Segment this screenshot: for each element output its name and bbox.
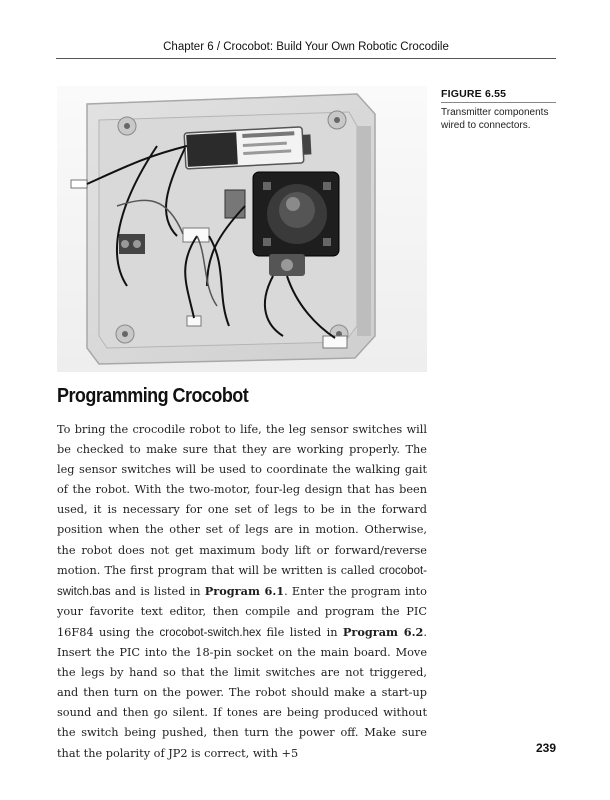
program-reference: Program 6.1 (204, 583, 285, 598)
program-reference: Program 6.2 (342, 624, 424, 639)
transmitter-photo-illustration (57, 86, 427, 372)
section-title: Programming Crocobot (57, 385, 249, 407)
body-text-segment: . Insert the PIC into the 18-pin socket on the main board. Move the legs by hand so that the limit switches are not triggered, and then turn on the power. The robot should make a start-up sound and then go silent. If tones are being produced without the switch being pushed, then turn the power off. Make sure that the polarity of JP2 is correct, with +5 (57, 625, 427, 760)
figure-photo (57, 86, 427, 372)
body-text-segment: . Enter the program into your favorite text editor, then compile and program the PIC 16F84 using the (57, 584, 427, 639)
figure-caption: Transmitter components wired to connectors. (441, 107, 549, 131)
filename-crocobot-switch-bas: crocobot-switch.bas (57, 564, 427, 598)
figure-label-rule (441, 102, 556, 103)
running-head: Chapter 6 / Crocobot: Build Your Own Robotic Crocodile (163, 41, 449, 53)
page-number: 239 (535, 741, 556, 755)
body-paragraph (57, 420, 427, 764)
header-rule (56, 58, 556, 59)
body-text-segment: file listed in (261, 625, 343, 639)
figure-label: FIGURE 6.55 (441, 88, 507, 100)
body-text-segment: and is listed in (110, 584, 205, 598)
filename-crocobot-switch-hex: crocobot-switch.hex (159, 626, 262, 639)
body-text-segment: To bring the crocodile robot to life, the leg sensor switches will be checked to make sure that they are working properly. The leg sensor switches will be used to coordinate the walking gait of the robot. With the two-motor, four-leg design that has been used, it is necessary for one set of legs to be in the forward position when the other set of legs are in motion. Otherwise, the robot does not get maximum body lift or forward/reverse motion. The first program that will be written is called (57, 423, 427, 577)
